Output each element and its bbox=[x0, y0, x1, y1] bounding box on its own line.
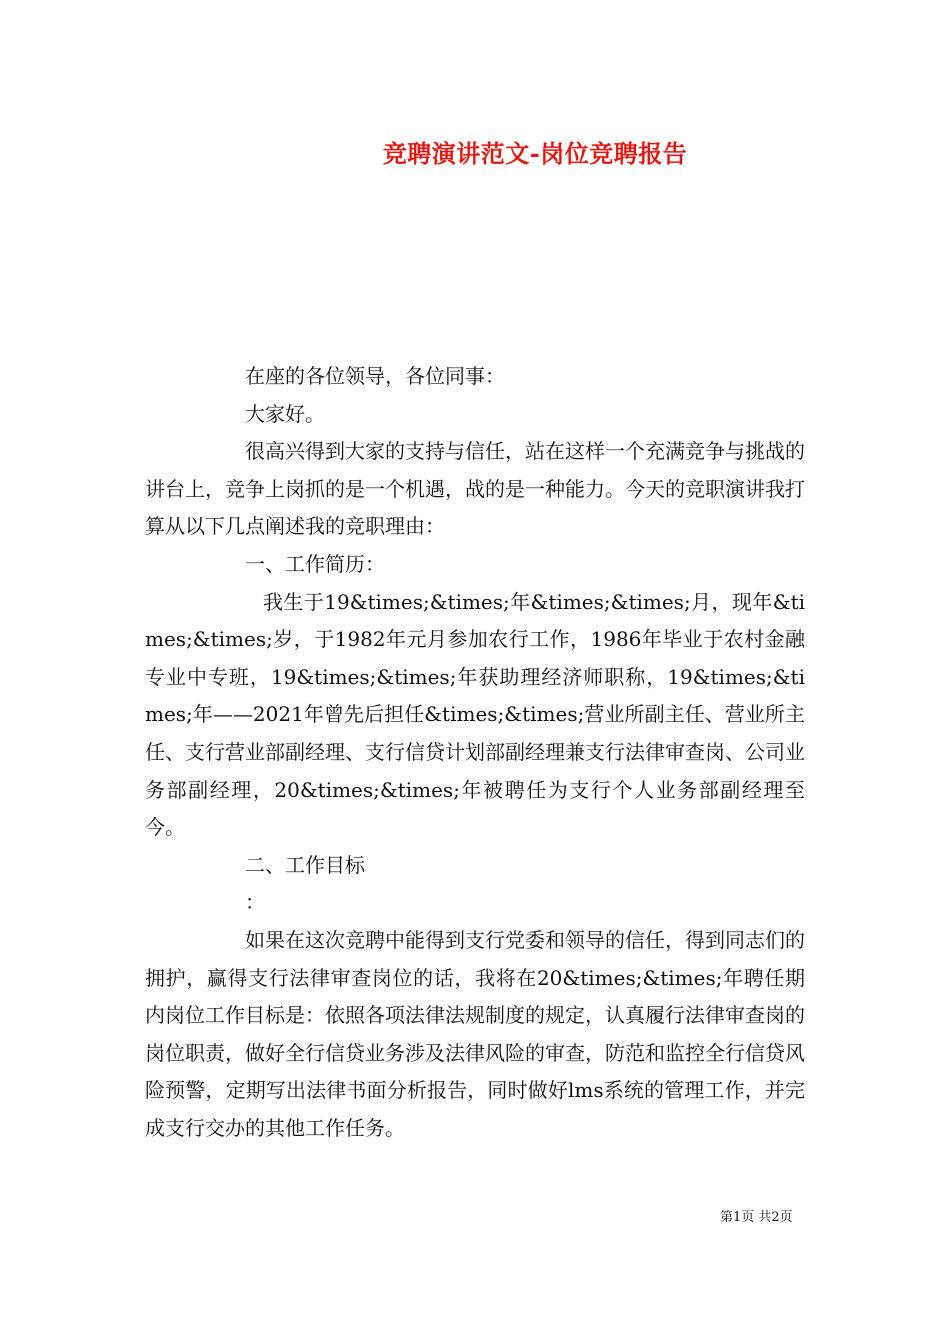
intro-paragraph: 很高兴得到大家的支持与信任，站在这样一个充满竞争与挑战的讲台上，竞争上岗抓的是一个机遇，战的是一种能力。今天的竞职演讲我打算从以下几点阐述我的竞职理由： bbox=[145, 439, 805, 539]
goals-paragraph: 如果在这次竞聘中能得到支行党委和领导的信任，得到同志们的拥护，赢得支行法律审查岗位的话，我将在20&times;&times;年聘任期内岗位工作目标是：依照各项法律法规制度的规定，认真履行法律审查岗的岗位职责，做好全行信贷业务涉及法律风险的审查，防范和监控全行信贷风险预警，定期写出法律书面分析报告，同时做好lms系统的管理工作，并完成支行交办的其他工作任务。 bbox=[145, 927, 805, 1140]
goals-colon: ： bbox=[245, 890, 265, 915]
section-heading-goals: 二、工作目标 bbox=[245, 852, 365, 877]
document-title: 竞聘演讲范文-岗位竞聘报告 bbox=[382, 139, 688, 168]
greeting-paragraph: 在座的各位领导，各位同事： bbox=[245, 364, 505, 388]
document-body bbox=[145, 358, 805, 1147]
resume-paragraph: 我生于19&times;&times;年&times;&times;月，现年&times;&times;岁，于1982年元月参加农行工作，1986年毕业于农村金融专业中专班，19&times;&times;年获助理经济师职称，19&times;&times;年——2021年曾先后担任&times;&times;营业所副主任、营业所主任、支行营业部副经理、支行信贷计划部副经理兼支行法律审查岗、公司业务部副经理，20&times;&times;年被聘任为支行个人业务部副经理至今。 bbox=[145, 589, 805, 840]
section-heading-resume: 一、工作简历： bbox=[245, 551, 385, 576]
page-number-footer: 第1页 共2页 bbox=[720, 1210, 793, 1225]
hello-paragraph: 大家好。 bbox=[245, 401, 325, 426]
